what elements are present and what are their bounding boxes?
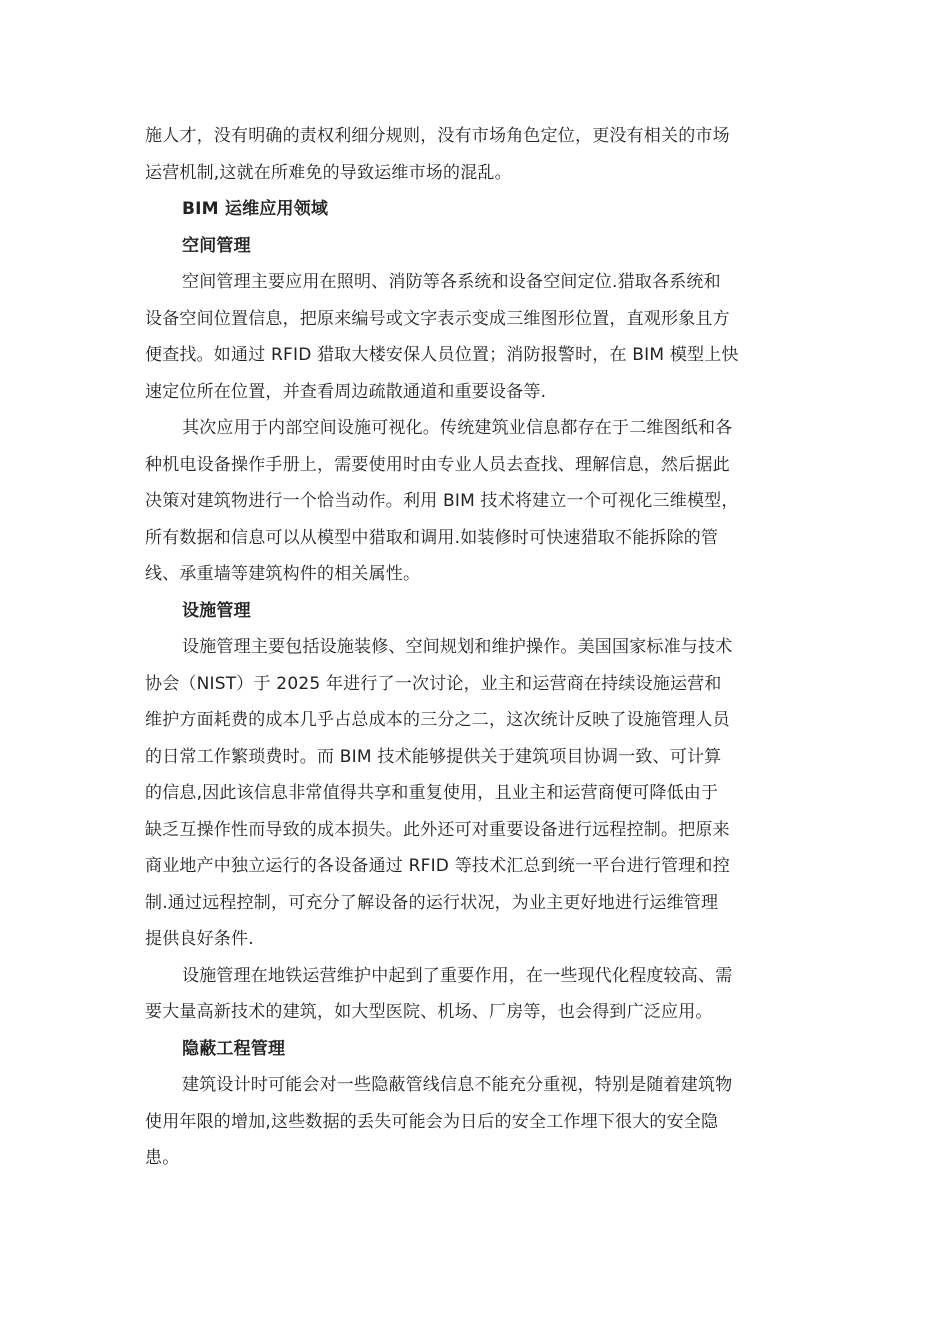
text-line: 缺乏互操作性而导致的成本损失。此外还可对重要设备进行远程控制。把原来 (145, 819, 730, 840)
text-line: 建筑设计时可能会对一些隐蔽管线信息不能充分重视，特别是随着建筑物 (182, 1075, 733, 1095)
text-line: 协会（NIST）于 2025 年进行了一次讨论，业主和运营商在持续设施运营和 (145, 673, 722, 694)
subheading-facility-management: 设施管理 (182, 600, 251, 621)
text-line: 决策对建筑物进行一个恰当动作。利用 BIM 技术将建立一个可视化三维模型， (145, 491, 739, 511)
text-line: 设施管理在地铁运营维护中起到了重要作用，在一些现代化程度较高、需 (182, 965, 733, 986)
text-line: 种机电设备操作手册上，需要使用时由专业人员去查找、理解信息，然后据此 (145, 454, 730, 475)
text-line: 使用年限的增加,这些数据的丢失可能会为日后的安全工作埋下很大的安全隐 (145, 1111, 719, 1132)
paragraph-facility-management-2 (145, 958, 810, 1031)
text-line: 空间管理主要应用在照明、消防等各系统和设备空间定位.猎取各系统和 (182, 272, 721, 292)
text-line: 商业地产中独立运行的各设备通过 RFID 等技术汇总到统一平台进行管理和控 (145, 856, 730, 876)
text-line: 便查找。如通过 RFID 猎取大楼安保人员位置；消防报警时，在 BIM 模型上快 (145, 345, 739, 365)
text-line: 施人才，没有明确的责权利细分规则，没有市场角色定位，更没有相关的市场 (145, 126, 730, 146)
text-line: 所有数据和信息可以从模型中猎取和调用.如装修时可快速猎取不能拆除的管 (145, 527, 719, 548)
text-line: 设备空间位置信息，把原来编号或文字表示变成三维图形位置，直观形象且方 (145, 308, 730, 329)
text-line: 的信息,因此该信息非常值得共享和重复使用，且业主和运营商便可降低由于 (145, 783, 719, 803)
section-heading-bim-om-fields: BIM 运维应用领域 (182, 199, 329, 219)
paragraph-space-management-1 (145, 264, 810, 410)
text-line: 提供良好条件. (145, 929, 254, 949)
text-line: 速定位所在位置，并查看周边疏散通道和重要设备等. (145, 381, 547, 402)
text-line: 维护方面耗费的成本几乎占总成本的三分之二，这次统计反映了设施管理人员 (145, 710, 730, 730)
text-line: 患。 (145, 1148, 180, 1168)
text-line: 设施管理主要包括设施装修、空间规划和维护操作。美国国家标准与技术 (182, 637, 733, 657)
paragraph-concealed-works (145, 1067, 810, 1177)
paragraph-intro-continuation (145, 118, 810, 191)
text-line: 的日常工作繁琐费时。而 BIM 技术能够提供关于建筑项目协调一致、可计算 (145, 746, 722, 767)
subheading-concealed-works-management: 隐蔽工程管理 (182, 1038, 286, 1059)
paragraph-space-management-2 (145, 410, 810, 593)
text-line: 线、承重墙等建筑构件的相关属性。 (145, 564, 421, 584)
document-page (145, 118, 810, 1177)
paragraph-facility-management-1 (145, 629, 810, 958)
subheading-space-management: 空间管理 (182, 235, 251, 256)
text-line: 其次应用于内部空间设施可视化。传统建筑业信息都存在于二维图纸和各 (182, 418, 733, 438)
text-line: 运营机制,这就在所难免的导致运维市场的混乱。 (145, 162, 512, 183)
text-line: 要大量高新技术的建筑，如大型医院、机场、厂房等，也会得到广泛应用。 (145, 1002, 713, 1022)
text-line: 制.通过远程控制，可充分了解设备的运行状况，为业主更好地进行运维管理 (145, 892, 719, 913)
